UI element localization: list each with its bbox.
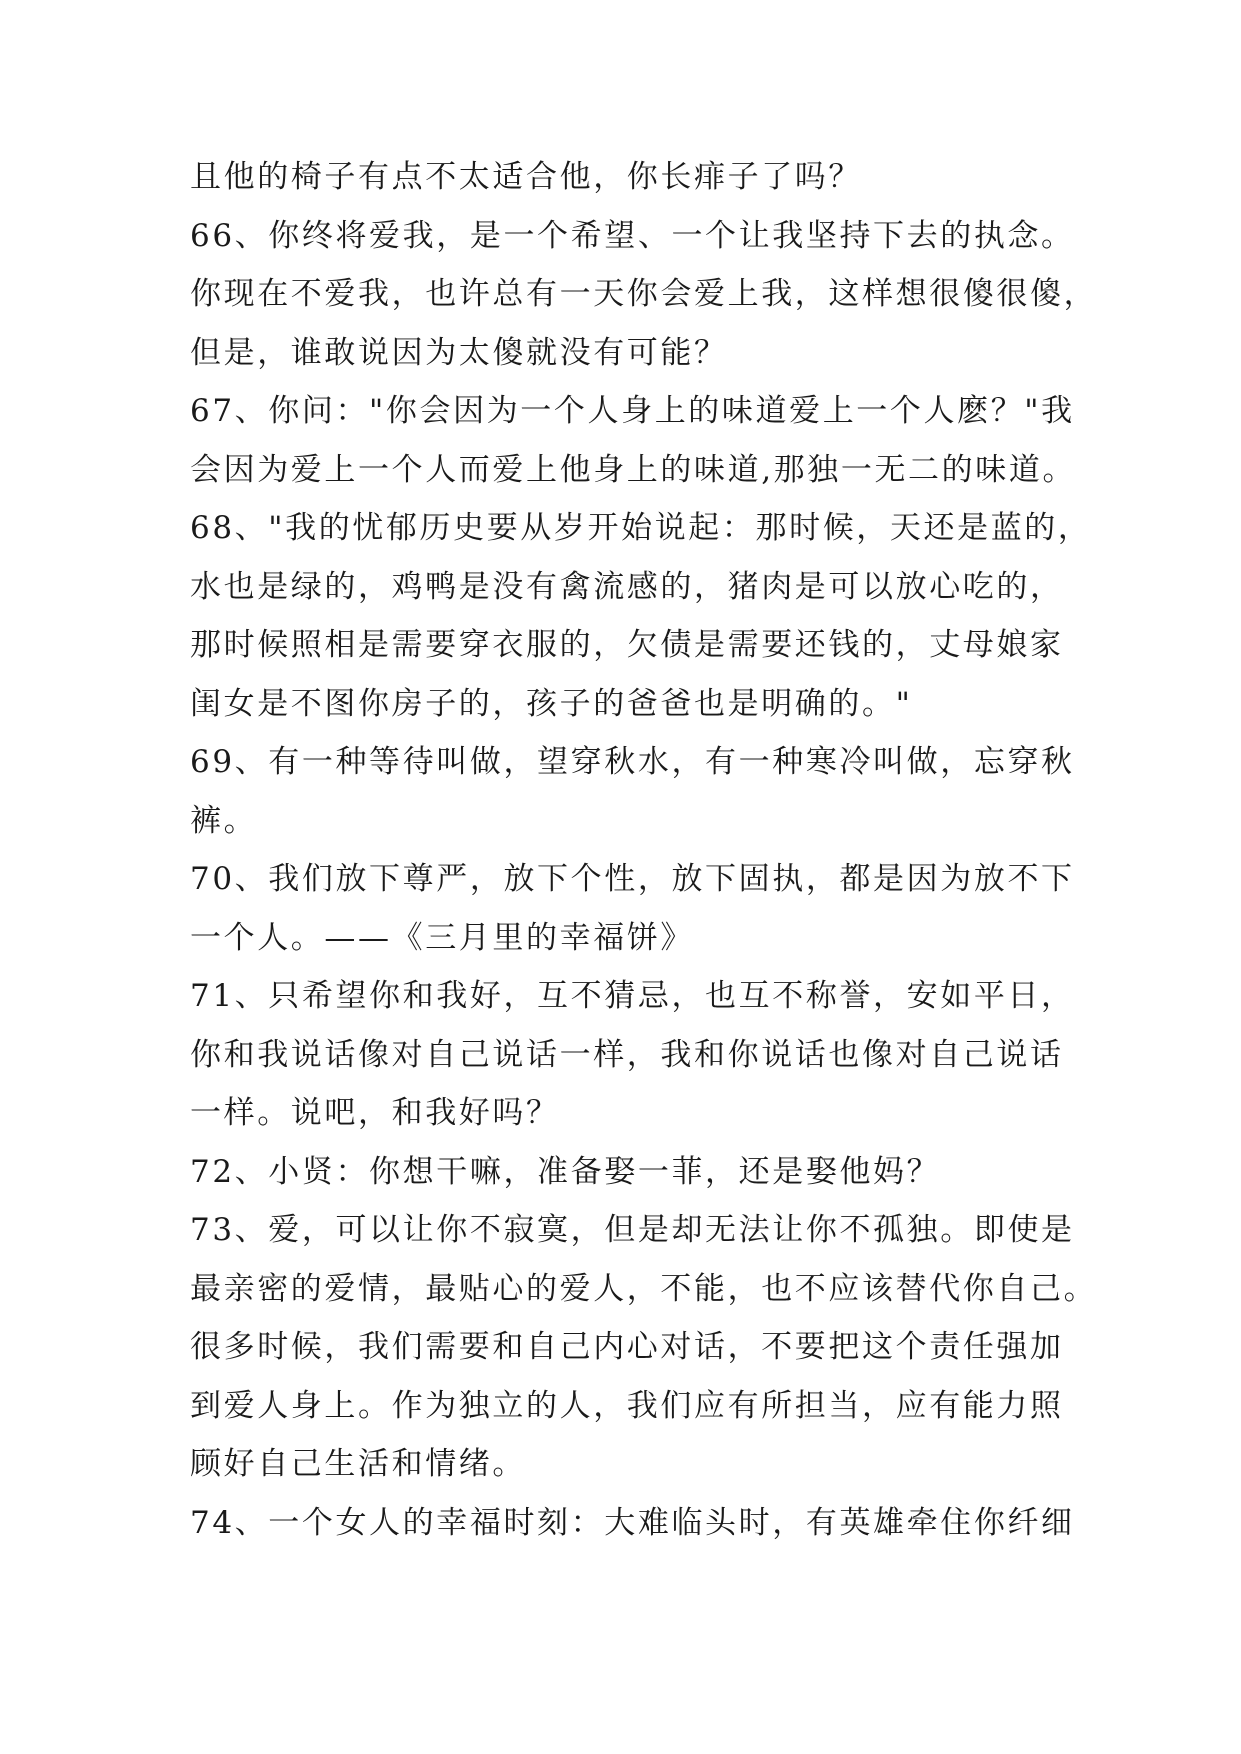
text-line: 很多时候，我们需要和自己内心对话，不要把这个责任强加: [190, 1329, 1064, 1365]
text-line: 顾好自己生活和情绪。: [190, 1446, 526, 1482]
text-line: 裤。: [190, 802, 258, 839]
text-line: 你和我说话像对自己说话一样，我和你说话也像对自己说话: [190, 1036, 1064, 1073]
text-line: 67、你问："你会因为一个人身上的味道爱上一个人麽？"我: [190, 393, 1075, 429]
text-line: 一个人。——《三月里的幸福饼》: [190, 919, 694, 956]
text-line: 70、我们放下尊严，放下个性，放下固执，都是因为放不下: [190, 861, 1075, 897]
text-line: 会因为爱上一个人而爱上他身上的味道,那独一无二的味道。: [190, 451, 1077, 488]
body-text: [190, 148, 1098, 1552]
text-line: 66、你终将爱我，是一个希望、一个让我坚持下去的执念。: [190, 217, 1075, 254]
text-line: 68、"我的忧郁历史要从岁开始说起：那时候，天还是蓝的，: [190, 510, 1092, 546]
text-line: 69、有一种等待叫做，望穿秋水，有一种寒冷叫做，忘穿秋: [190, 744, 1075, 780]
text-line: 水也是绿的，鸡鸭是没有禽流感的，猪肉是可以放心吃的，: [190, 568, 1064, 605]
text-line: 74、一个女人的幸福时刻：大难临头时，有英雄牵住你纤细: [190, 1504, 1075, 1541]
text-line: 最亲密的爱情，最贴心的爱人，不能，也不应该替代你自己。: [190, 1270, 1098, 1307]
text-line: 你现在不爱我，也许总有一天你会爱上我，这样想很傻很傻，: [190, 276, 1098, 312]
text-line: 73、爱，可以让你不寂寞，但是却无法让你不孤独。即使是: [190, 1212, 1075, 1248]
text-line: 到爱人身上。作为独立的人，我们应有所担当，应有能力照: [190, 1387, 1064, 1424]
text-line: 72、小贤：你想干嘛，准备娶一菲，还是娶他妈？: [190, 1153, 941, 1190]
text-line: 但是，谁敢说因为太傻就没有可能？: [190, 334, 728, 371]
text-line: 71、只希望你和我好，互不猜忌，也互不称誉，安如平日，: [190, 978, 1075, 1014]
text-line: 且他的椅子有点不太适合他，你长痱子了吗？: [190, 159, 862, 195]
text-line: 闺女是不图你房子的，孩子的爸爸也是明确的。": [190, 685, 913, 722]
text-line: 一样。说吧，和我好吗？: [190, 1095, 560, 1131]
text-line: 那时候照相是需要穿衣服的，欠债是需要还钱的，丈母娘家: [190, 627, 1064, 663]
